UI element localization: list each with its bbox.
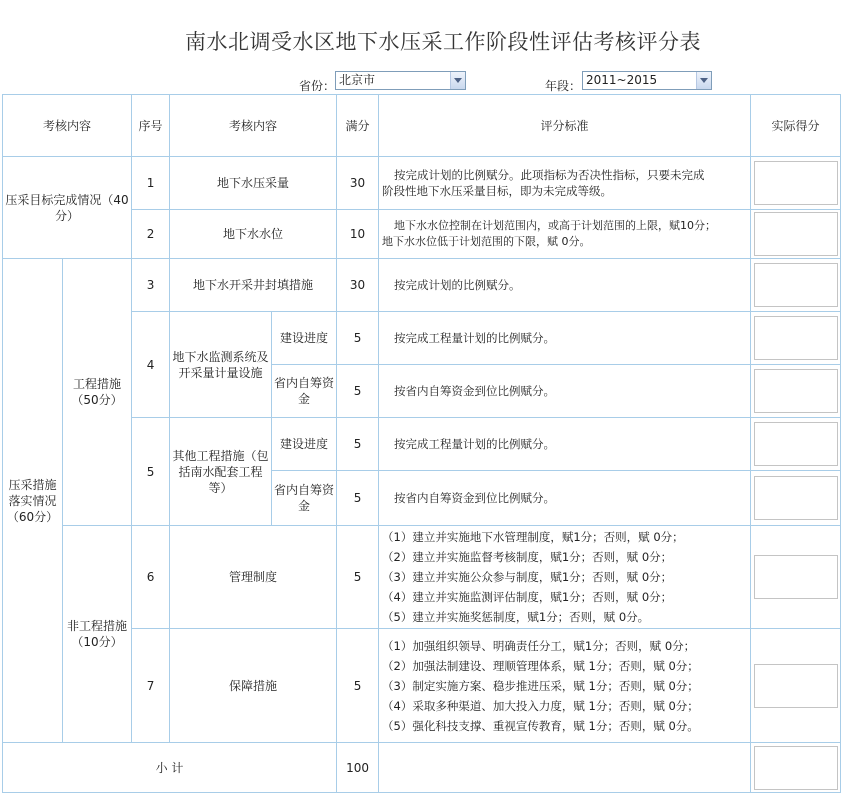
actual-score-cell: [751, 743, 841, 793]
subtotal-criteria: [379, 743, 751, 793]
row-item: 保障措施: [170, 629, 337, 743]
actual-score-input[interactable]: [754, 476, 838, 520]
score-table: [2, 94, 841, 793]
actual-score-input[interactable]: [754, 555, 838, 599]
chevron-down-icon[interactable]: [450, 72, 465, 89]
table-row: [3, 259, 841, 312]
row-criteria: [379, 365, 751, 418]
header-criteria: 评分标准: [379, 95, 751, 157]
row-subitem: 建设进度: [272, 418, 337, 471]
actual-score-cell: [751, 210, 841, 259]
row-subitem: 省内自筹资金: [272, 471, 337, 526]
criteria-line: 按完成工程量计划的比例赋分。: [394, 437, 556, 451]
subtotal-score: 100: [337, 743, 379, 793]
actual-score-cell: [751, 629, 841, 743]
row-full-score: 5: [337, 526, 379, 629]
period-select[interactable]: [582, 71, 712, 90]
actual-score-input[interactable]: [754, 316, 838, 360]
row-item: 地下水监测系统及开采量计量设施: [170, 312, 272, 418]
province-select[interactable]: [335, 71, 466, 90]
row-subitem: 建设进度: [272, 312, 337, 365]
row-item: 地下水开采井封填措施: [170, 259, 337, 312]
group-measures: 压采措施落实情况（60分）: [3, 259, 63, 743]
row-criteria: [379, 418, 751, 471]
criteria-line: （1）加强组织领导、明确责任分工，赋1分；否则，赋 0分；: [382, 638, 696, 653]
row-item: 管理制度: [170, 526, 337, 629]
criteria-line: （4）采取多种渠道、加大投入力度，赋 1分；否则，赋 0分；: [382, 698, 699, 713]
group-engineering: 工程措施（50分）: [63, 259, 132, 526]
criteria-line: 地下水水位控制在计划范围内，或高于计划范围的上限，赋10分；: [394, 219, 717, 232]
row-index: 2: [132, 210, 170, 259]
row-item: 地下水压采量: [170, 157, 337, 210]
period-label: 年段：: [545, 79, 582, 93]
row-criteria: [379, 259, 751, 312]
row-full-score: 30: [337, 157, 379, 210]
header-index: 序号: [132, 95, 170, 157]
header-category: 考核内容: [3, 95, 132, 157]
criteria-line: （5）建立并实施奖惩制度，赋1分；否则，赋 0分。: [382, 610, 650, 624]
row-full-score: 10: [337, 210, 379, 259]
group-target-completion: 压采目标完成情况（40分）: [3, 157, 132, 259]
criteria-line: 按完成工程量计划的比例赋分。: [394, 331, 556, 345]
criteria-line: 按省内自筹资金到位比例赋分。: [394, 491, 556, 505]
row-criteria: [379, 157, 751, 210]
group-non-engineering: 非工程措施（10分）: [63, 526, 132, 743]
table-row: [3, 157, 841, 210]
criteria-line: 阶段性地下水压采量目标，即为未完成等级。: [382, 184, 613, 198]
row-criteria: [379, 471, 751, 526]
row-subitem: 省内自筹资金: [272, 365, 337, 418]
criteria-line: （4）建立并实施监测评估制度，赋1分；否则，赋 0分；: [382, 590, 673, 604]
chevron-down-icon[interactable]: [696, 72, 711, 89]
subtotal-row: [3, 743, 841, 793]
criteria-line: （3）制定实施方案、稳步推进压采，赋 1分；否则，赋 0分；: [382, 678, 699, 693]
actual-score-cell: [751, 526, 841, 629]
actual-score-cell: [751, 259, 841, 312]
row-criteria: [379, 629, 751, 743]
actual-score-input[interactable]: [754, 664, 838, 708]
table-row: [3, 526, 841, 629]
criteria-line: 按省内自筹资金到位比例赋分。: [394, 384, 556, 398]
criteria-line: （2）建立并实施监督考核制度，赋1分；否则，赋 0分；: [382, 550, 673, 564]
row-full-score: 30: [337, 259, 379, 312]
criteria-line: 地下水水位低于计划范围的下限，赋 0分。: [382, 235, 591, 248]
row-item: 地下水水位: [170, 210, 337, 259]
criteria-line: 按完成计划的比例赋分。: [394, 278, 521, 292]
row-index: 7: [132, 629, 170, 743]
province-label: 省份：: [299, 79, 336, 93]
row-index: 3: [132, 259, 170, 312]
criteria-line: （5）强化科技支撑、重视宣传教育，赋 1分；否则，赋 0分。: [382, 718, 699, 733]
row-full-score: 5: [337, 471, 379, 526]
row-criteria: [379, 526, 751, 629]
header-actual: 实际得分: [751, 95, 841, 157]
actual-score-input[interactable]: [754, 212, 838, 256]
subtotal-label: 小 计: [3, 743, 337, 793]
period-select-value: 2011~2015: [586, 73, 658, 87]
actual-score-cell: [751, 312, 841, 365]
actual-score-cell: [751, 365, 841, 418]
row-full-score: 5: [337, 629, 379, 743]
criteria-line: （2）加强法制建设、理顺管理体系，赋 1分；否则，赋 0分；: [382, 658, 699, 673]
header-content: 考核内容: [170, 95, 337, 157]
actual-score-input[interactable]: [754, 746, 838, 790]
row-full-score: 5: [337, 418, 379, 471]
actual-score-input[interactable]: [754, 161, 838, 205]
row-index: 1: [132, 157, 170, 210]
row-criteria: [379, 210, 751, 259]
criteria-line: （3）建立并实施公众参与制度，赋1分；否则，赋 0分；: [382, 570, 673, 584]
actual-score-input[interactable]: [754, 369, 838, 413]
row-index: 6: [132, 526, 170, 629]
row-full-score: 5: [337, 312, 379, 365]
header-row: [3, 95, 841, 157]
criteria-line: （1）建立并实施地下水管理制度，赋1分；否则，赋 0分；: [382, 530, 684, 544]
criteria-line: 按完成计划的比例赋分。此项指标为否决性指标，只要未完成: [394, 168, 705, 182]
actual-score-cell: [751, 157, 841, 210]
actual-score-cell: [751, 418, 841, 471]
row-criteria: [379, 312, 751, 365]
page-title: 南水北调受水区地下水压采工作阶段性评估考核评分表: [185, 30, 701, 54]
row-index: 5: [132, 418, 170, 526]
actual-score-cell: [751, 471, 841, 526]
actual-score-input[interactable]: [754, 263, 838, 307]
actual-score-input[interactable]: [754, 422, 838, 466]
province-select-value: 北京市: [339, 73, 376, 87]
row-item: 其他工程措施（包括南水配套工程等）: [170, 418, 272, 526]
row-index: 4: [132, 312, 170, 418]
header-full-score: 满分: [337, 95, 379, 157]
row-full-score: 5: [337, 365, 379, 418]
